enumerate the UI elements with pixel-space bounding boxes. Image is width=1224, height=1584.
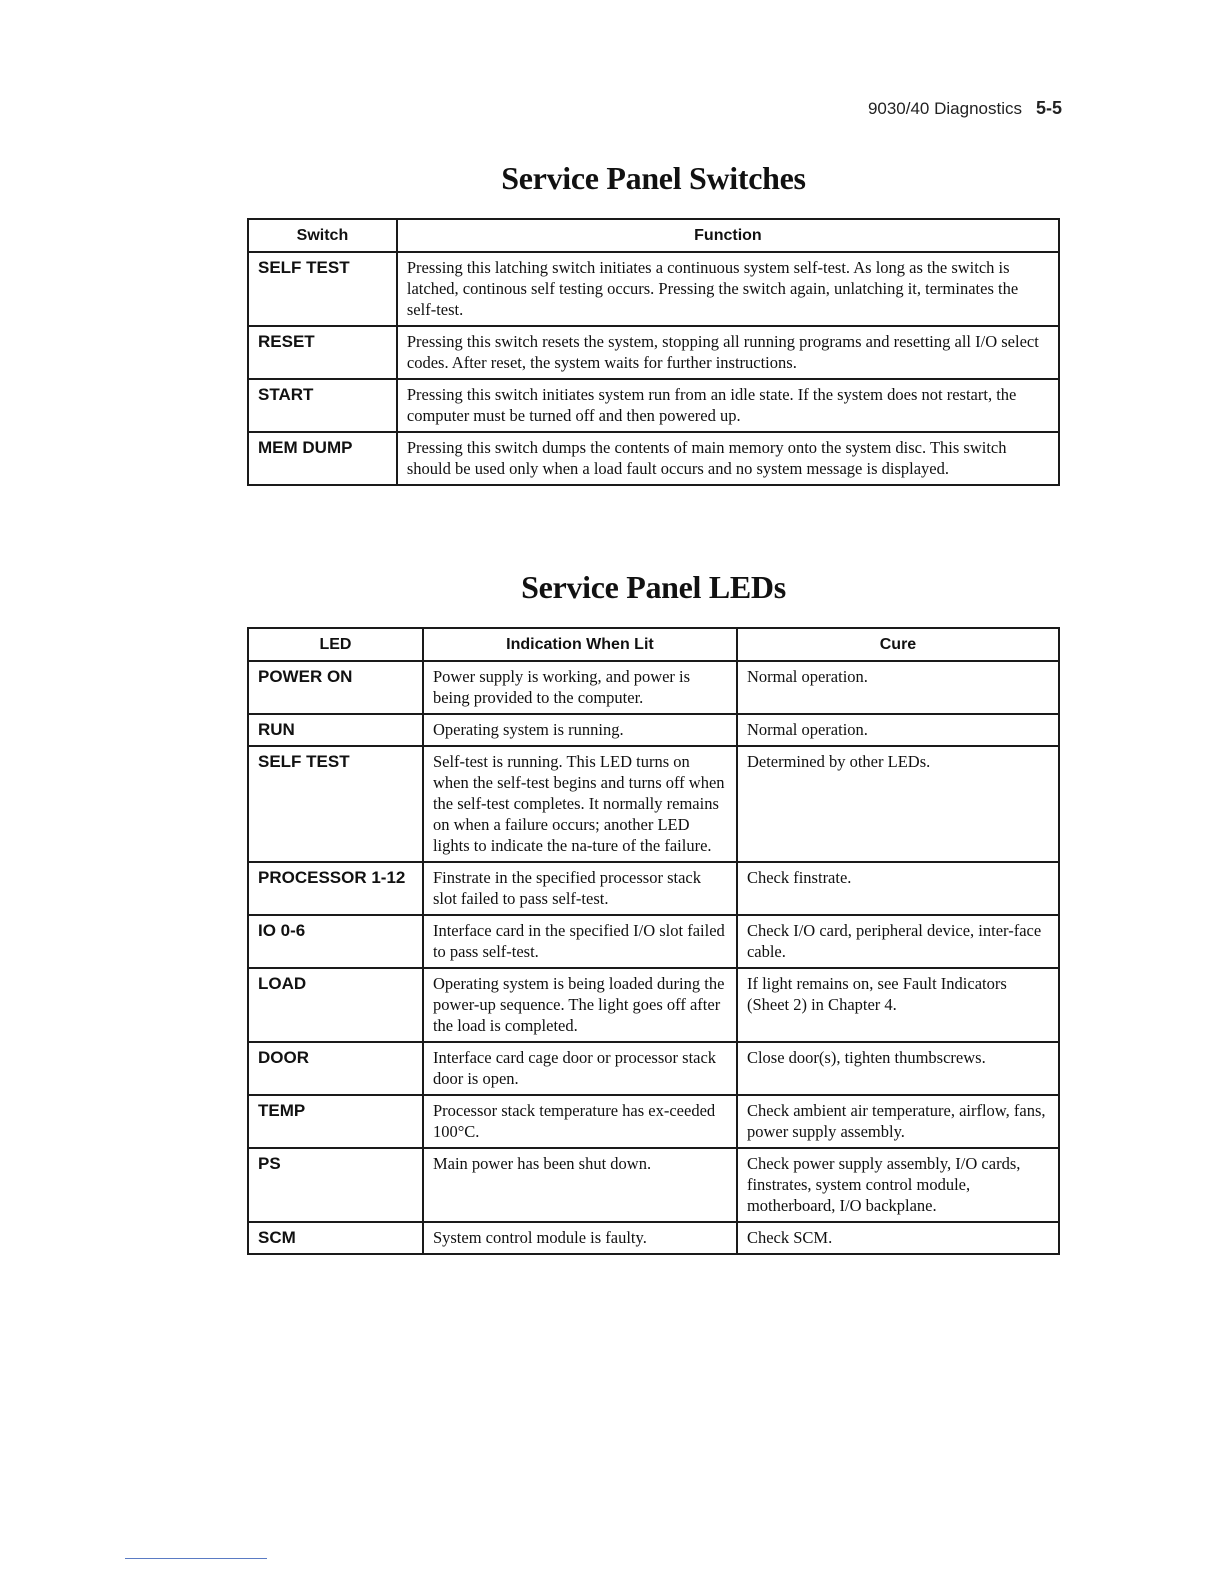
switch-name: START xyxy=(248,379,397,432)
led-cure: Determined by other LEDs. xyxy=(737,746,1059,862)
table-row xyxy=(248,326,1059,379)
led-name: LOAD xyxy=(248,968,423,1042)
table-row xyxy=(248,432,1059,485)
table-row xyxy=(248,862,1059,915)
switch-function: Pressing this latching switch initiates a continuous system self-test. As long as the switch is latched, continous self testing occurs. Pressing the switch again, unlatching it, terminates the self-test. xyxy=(397,252,1059,326)
table-row xyxy=(248,1148,1059,1222)
led-name: DOOR xyxy=(248,1042,423,1095)
switches-section-title: Service Panel Switches xyxy=(501,160,806,196)
led-indication: Interface card in the specified I/O slot failed to pass self-test. xyxy=(423,915,737,968)
led-indication: Main power has been shut down. xyxy=(423,1148,737,1222)
leds-col-led: LED xyxy=(248,628,423,661)
led-name: RUN xyxy=(248,714,423,746)
table-row xyxy=(248,379,1059,432)
led-cure: Check I/O card, peripheral device, inter-face cable. xyxy=(737,915,1059,968)
switches-table xyxy=(247,218,1060,486)
running-title: 9030/40 Diagnostics xyxy=(867,99,1022,118)
led-cure: Check finstrate. xyxy=(737,862,1059,915)
switch-name: SELF TEST xyxy=(248,252,397,326)
page-number: 5-5 xyxy=(1035,98,1062,118)
table-row xyxy=(248,1042,1059,1095)
led-cure: If light remains on, see Fault Indicators (Sheet 2) in Chapter 4. xyxy=(737,968,1059,1042)
switches-col-switch: Switch xyxy=(248,219,397,252)
leds-table xyxy=(247,627,1060,1255)
led-cure: Check power supply assembly, I/O cards, finstrates, system control module, motherboard, I/O backplane. xyxy=(737,1148,1059,1222)
table-row xyxy=(248,252,1059,326)
led-cure: Check SCM. xyxy=(737,1222,1059,1254)
switch-function: Pressing this switch dumps the contents of main memory onto the system disc. This switch should be used only when a load fault occurs and no system message is displayed. xyxy=(397,432,1059,485)
switch-name: MEM DUMP xyxy=(248,432,397,485)
switch-name: RESET xyxy=(248,326,397,379)
led-name: SELF TEST xyxy=(248,746,423,862)
switch-function: Pressing this switch initiates system run from an idle state. If the system does not restart, the computer must be turned off and then powered up. xyxy=(397,379,1059,432)
led-indication: Power supply is working, and power is being provided to the computer. xyxy=(423,661,737,714)
table-row xyxy=(248,1095,1059,1148)
leds-section-title: Service Panel LEDs xyxy=(521,569,786,605)
running-head xyxy=(868,98,1062,119)
switches-col-function: Function xyxy=(397,219,1059,252)
table-row xyxy=(248,968,1059,1042)
switches-header-row xyxy=(248,219,1059,252)
led-cure: Normal operation. xyxy=(737,714,1059,746)
led-indication: Operating system is running. xyxy=(423,714,737,746)
led-name: POWER ON xyxy=(248,661,423,714)
led-indication: Operating system is being loaded during the power-up sequence. The light goes off after the load is completed. xyxy=(423,968,737,1042)
led-indication: Finstrate in the specified processor stack slot failed to pass self-test. xyxy=(423,862,737,915)
led-name: SCM xyxy=(248,1222,423,1254)
led-indication: System control module is faulty. xyxy=(423,1222,737,1254)
footer-divider xyxy=(125,1558,267,1559)
led-name: TEMP xyxy=(248,1095,423,1148)
led-cure: Check ambient air temperature, airflow, fans, power supply assembly. xyxy=(737,1095,1059,1148)
led-name: PROCESSOR 1-12 xyxy=(248,862,423,915)
leds-col-cure: Cure xyxy=(737,628,1059,661)
switch-function: Pressing this switch resets the system, stopping all running programs and resetting all I/O select codes. After reset, the system waits for further instructions. xyxy=(397,326,1059,379)
table-row xyxy=(248,714,1059,746)
table-row xyxy=(248,661,1059,714)
led-indication: Interface card cage door or processor stack door is open. xyxy=(423,1042,737,1095)
table-row xyxy=(248,746,1059,862)
led-cure: Close door(s), tighten thumbscrews. xyxy=(737,1042,1059,1095)
led-cure: Normal operation. xyxy=(737,661,1059,714)
table-row xyxy=(248,1222,1059,1254)
leds-header-row xyxy=(248,628,1059,661)
led-name: IO 0-6 xyxy=(248,915,423,968)
table-row xyxy=(248,915,1059,968)
led-indication: Self-test is running. This LED turns on when the self-test begins and turns off when the self-test completes. It normally remains on when a failure occurs; another LED lights to indicate the na-ture of the failure. xyxy=(423,746,737,862)
led-indication: Processor stack temperature has ex-ceeded 100°C. xyxy=(423,1095,737,1148)
led-name: PS xyxy=(248,1148,423,1222)
leds-col-indication: Indication When Lit xyxy=(423,628,737,661)
